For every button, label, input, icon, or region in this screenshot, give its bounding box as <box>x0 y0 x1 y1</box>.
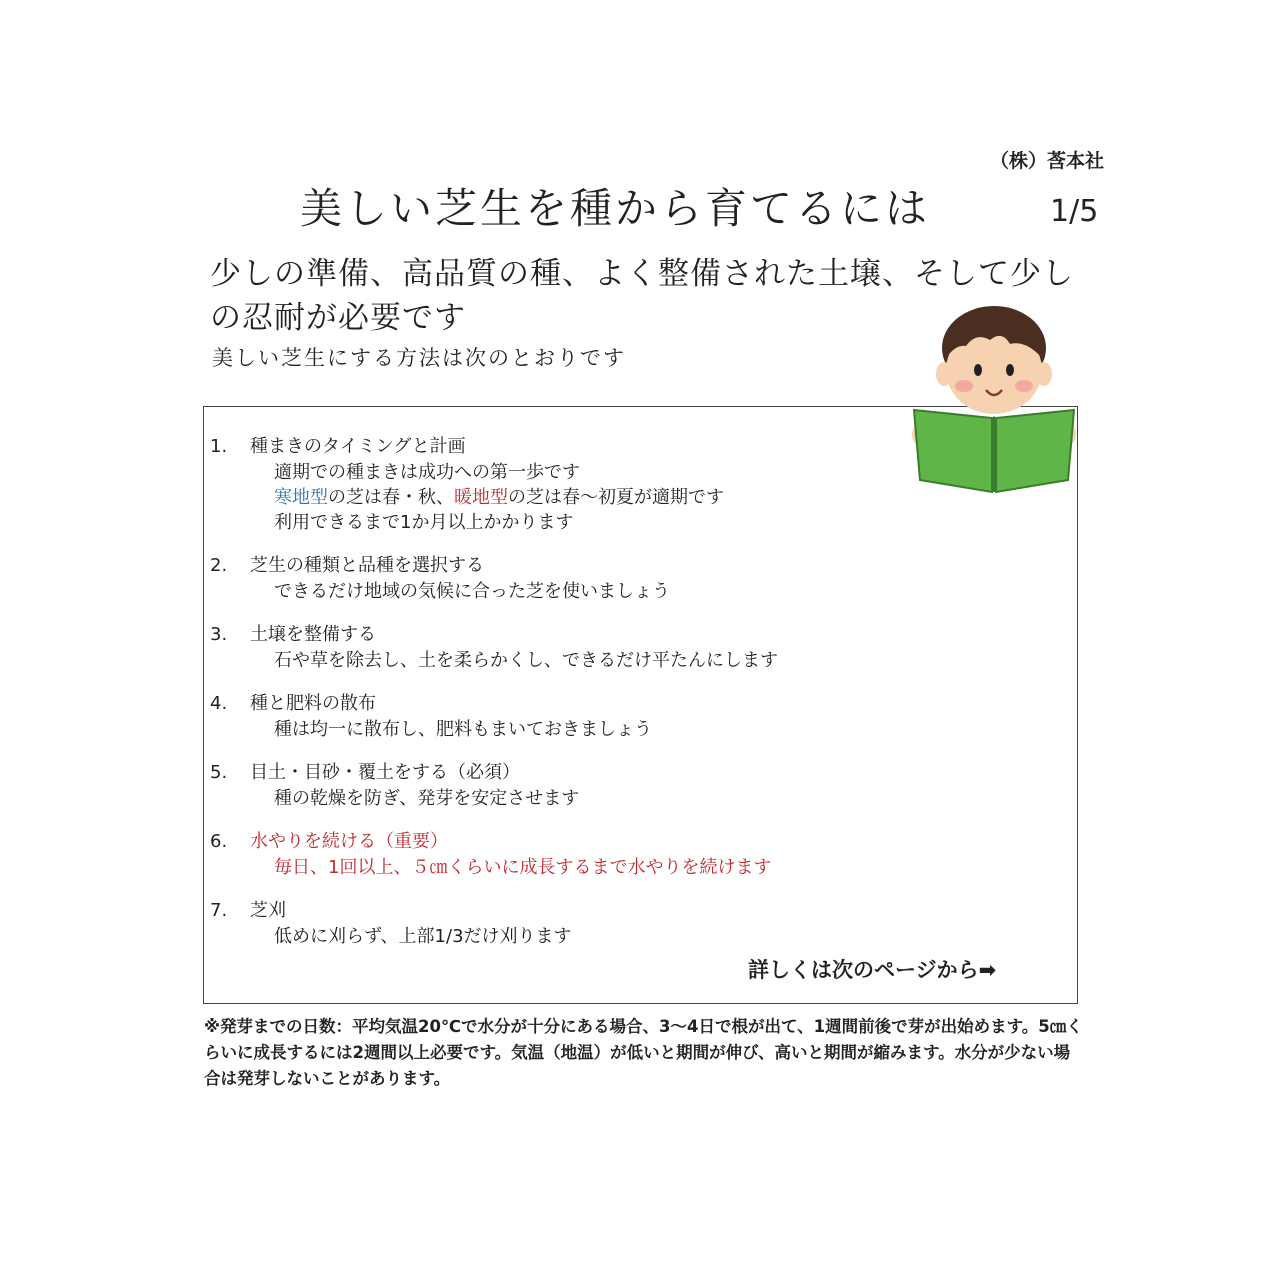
step-number: 2. <box>210 555 228 576</box>
page-number: 1/5 <box>1050 194 1099 229</box>
step-1 <box>210 434 910 535</box>
steps-list <box>210 434 910 967</box>
step-number: 5. <box>210 762 228 783</box>
cold-type-label: 寒地型 <box>274 487 328 508</box>
lead-text: 美しい芝生にする方法は次のとおりです <box>212 346 626 370</box>
step-4 <box>210 691 910 742</box>
step-detail-text: の芝は春・秋、 <box>328 487 454 508</box>
step-detail: 毎日、1回以上、５㎝くらいに成長するまで水やりを続けます <box>274 857 772 878</box>
right-eye <box>1006 364 1014 376</box>
step-number: 6. <box>210 831 228 852</box>
step-detail: 種は均一に散布し、肥料もまいておきましょう <box>274 719 652 740</box>
step-title: 水やりを続ける（重要） <box>250 831 448 852</box>
step-2 <box>210 553 910 604</box>
next-page-link[interactable]: 詳しくは次のページから➡ <box>748 958 997 982</box>
book-left-cover <box>914 410 992 492</box>
step-number: 7. <box>210 900 228 921</box>
step-5 <box>210 760 910 811</box>
step-detail: 低めに刈らず、上部1/3だけ刈ります <box>274 926 572 947</box>
right-cheek <box>1015 380 1033 392</box>
step-number: 3. <box>210 624 228 645</box>
subtitle: 少しの準備、高品質の種、よく整備された土壌、そして少しの忍耐が必要です <box>210 256 1074 336</box>
step-number: 1. <box>210 436 228 457</box>
boy-reading-book-illustration <box>906 300 1082 496</box>
left-ear <box>936 362 952 386</box>
step-detail <box>210 485 910 510</box>
step-title: 芝生の種類と品種を選択する <box>250 555 484 576</box>
step-title: 土壌を整備する <box>250 624 376 645</box>
left-eye <box>974 364 982 376</box>
step-title: 種まきのタイミングと計画 <box>250 436 466 457</box>
step-6 <box>210 829 910 880</box>
step-detail: 利用できるまで1か月以上かかります <box>274 512 574 533</box>
book-right-cover <box>996 410 1074 492</box>
step-detail-text: の芝は春〜初夏が適期です <box>508 487 724 508</box>
step-title: 種と肥料の散布 <box>250 693 376 714</box>
step-title: 目土・目砂・覆土をする（必須） <box>250 762 520 783</box>
step-detail: 種の乾燥を防ぎ、発芽を安定させます <box>274 788 580 809</box>
company-name: （株）莟本社 <box>990 150 1105 172</box>
step-number: 4. <box>210 693 228 714</box>
right-ear <box>1036 362 1052 386</box>
step-detail: できるだけ地域の気候に合った芝を使いましょう <box>274 581 670 602</box>
step-title: 芝刈 <box>250 900 286 921</box>
step-7 <box>210 898 910 949</box>
step-3 <box>210 622 910 673</box>
left-cheek <box>955 380 973 392</box>
step-detail: 石や草を除去し、土を柔らかくし、できるだけ平たんにします <box>274 650 778 671</box>
page-title: 美しい芝生を種から育てるには <box>300 184 931 233</box>
book-spine <box>992 416 996 492</box>
warm-type-label: 暖地型 <box>454 487 508 508</box>
step-detail: 適期での種まきは成功への第一歩です <box>274 462 580 483</box>
footnote: ※発芽までの日数：平均気温20℃で水分が十分にある場合、3〜4日で根が出て、1週間前後で芽が出始めます。5㎝くらいに成長するには2週間以上必要です。気温（地温）が低いと期間が伸び、高いと期間が縮みます。水分が少ない場合は発芽しないことがあります。 <box>204 1017 1083 1088</box>
